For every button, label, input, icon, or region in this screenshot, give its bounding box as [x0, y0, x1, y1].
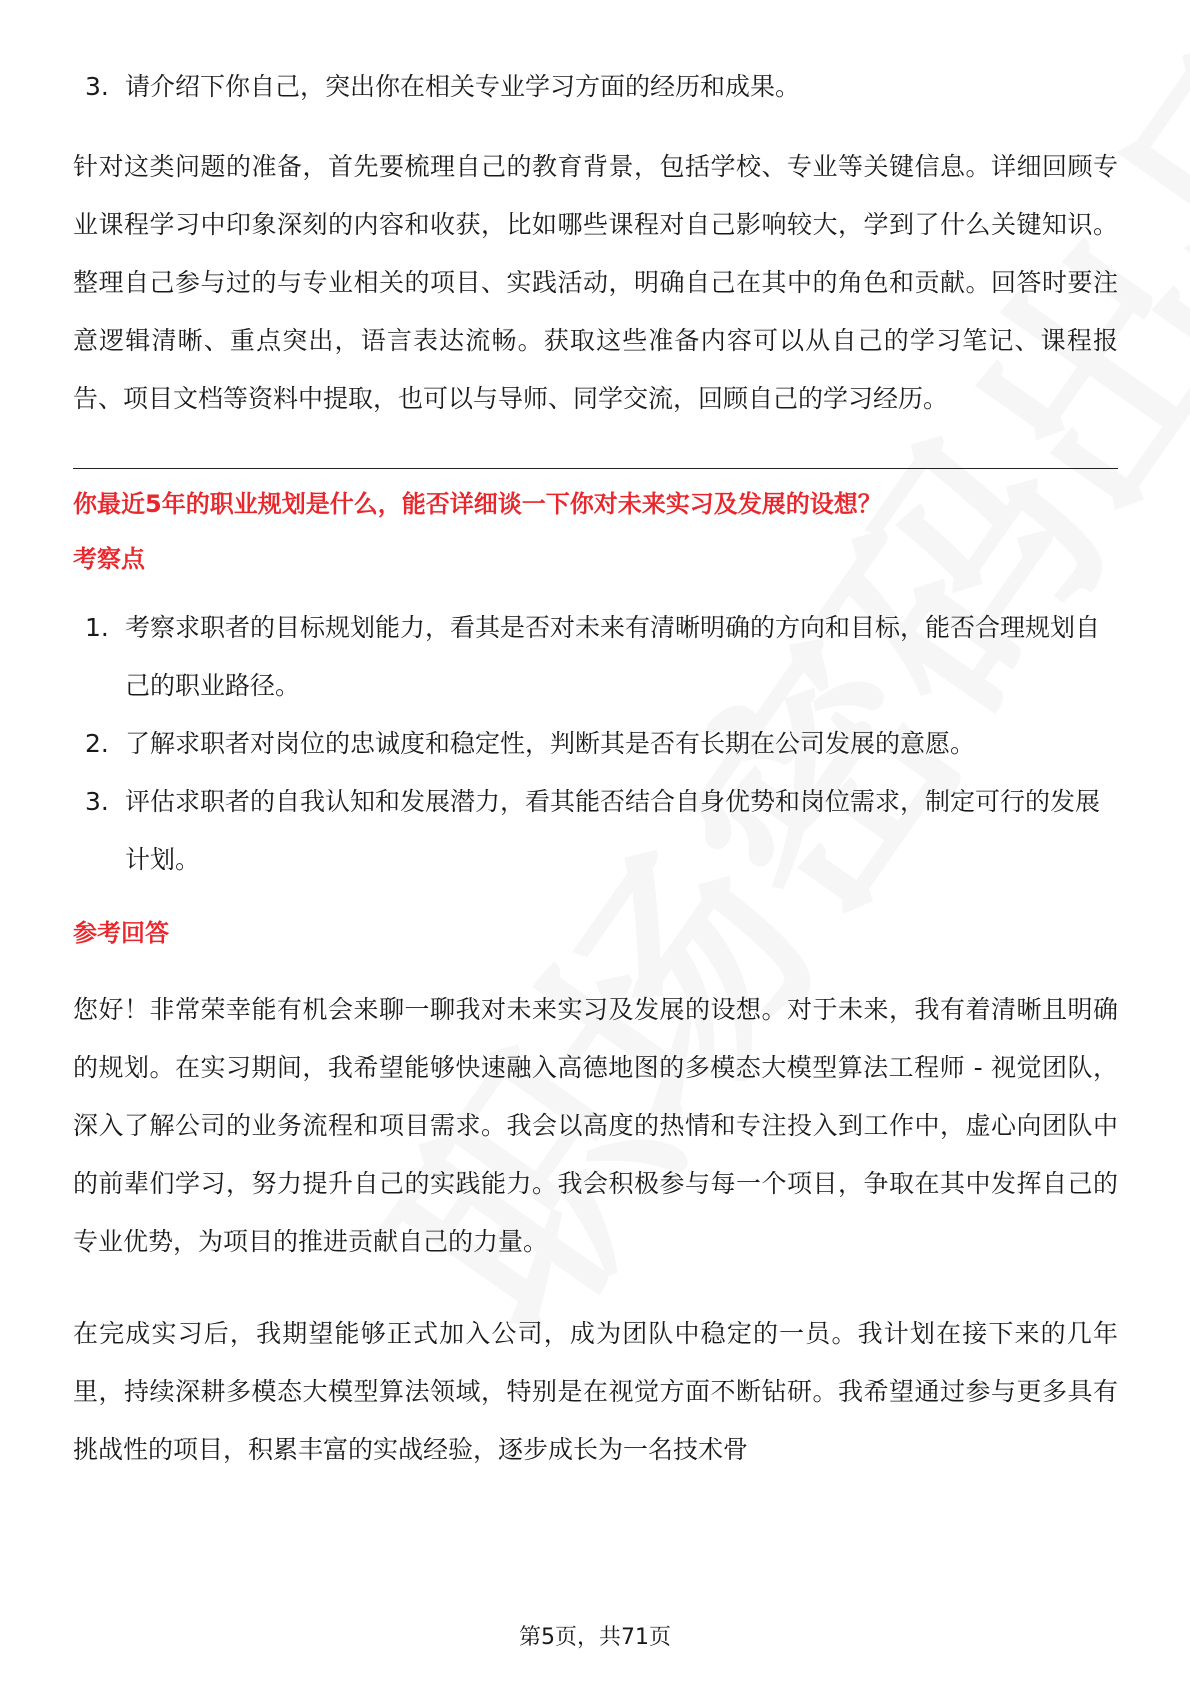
- list-number: 2.: [85, 729, 109, 758]
- list-item: [73, 773, 1118, 889]
- assessment-heading: 考察点: [73, 545, 145, 573]
- question-title: 你最近5年的职业规划是什么，能否详细谈一下你对未来实习及发展的设想？: [73, 490, 882, 518]
- list-text: 请介绍下你自己，突出你在相关专业学习方面的经历和成果。: [125, 72, 801, 101]
- answer-paragraph: 在完成实习后，我期望能够正式加入公司，成为团队中稳定的一员。我计划在接下来的几年里，持续深耕多模态大模型算法领域，特别是在视觉方面不断钻研。我希望通过参与更多具有挑战性的项目，积累丰富的实战经验，逐步成长为一名技术骨: [73, 1319, 1118, 1464]
- list-number: 3.: [85, 72, 109, 101]
- prev-question-list: [73, 58, 1118, 116]
- answer-paragraph: 您好！非常荣幸能有机会来聊一聊我对未来实习及发展的设想。对于未来，我有着清晰且明确的规划。在实习期间，我希望能够快速融入高德地图的多模态大模型算法工程师 - 视觉团队，深入了解公司的业务流程和项目需求。我会以高度的热情和专注投入到工作中，虚心向团队中的前辈们学习，努力提升自己的实践能力。我会积极参与每一个项目，争取在其中发挥自己的专业优势，为项目的推进贡献自己的力量。: [73, 995, 1118, 1256]
- list-text: 了解求职者对岗位的忠诚度和稳定性，判断其是否有长期在公司发展的意愿。: [125, 729, 976, 758]
- reference-answer-heading: 参考回答: [73, 919, 169, 947]
- page-content: [73, 58, 1118, 1479]
- list-item: [73, 599, 1118, 715]
- list-item: [73, 58, 1118, 116]
- list-text: 考察求职者的目标规划能力，看其是否对未来有清晰明确的方向和目标，能否合理规划自己的职业路径。: [125, 613, 1101, 700]
- prep-answer-paragraph: 针对这类问题的准备，首先要梳理自己的教育背景，包括学校、专业等关键信息。详细回顾专业课程学习中印象深刻的内容和收获，比如哪些课程对自己影响较大，学到了什么关键知识。整理自己参与过的与专业相关的项目、实践活动，明确自己在其中的角色和贡献。回答时要注意逻辑清晰、重点突出，语言表达流畅。获取这些准备内容可以从自己的学习笔记、课程报告、项目文档等资料中提取，也可以与导师、同学交流，回顾自己的学习经历。: [73, 152, 1118, 413]
- assessment-points-list: [73, 599, 1118, 889]
- page-number-footer: 第5页，共71页: [519, 1625, 671, 1650]
- list-number: 1.: [85, 613, 109, 642]
- list-text: 评估求职者的自我认知和发展潜力，看其能否结合自身优势和岗位需求，制定可行的发展计划。: [125, 787, 1101, 874]
- list-item: [73, 715, 1118, 773]
- list-number: 3.: [85, 787, 109, 816]
